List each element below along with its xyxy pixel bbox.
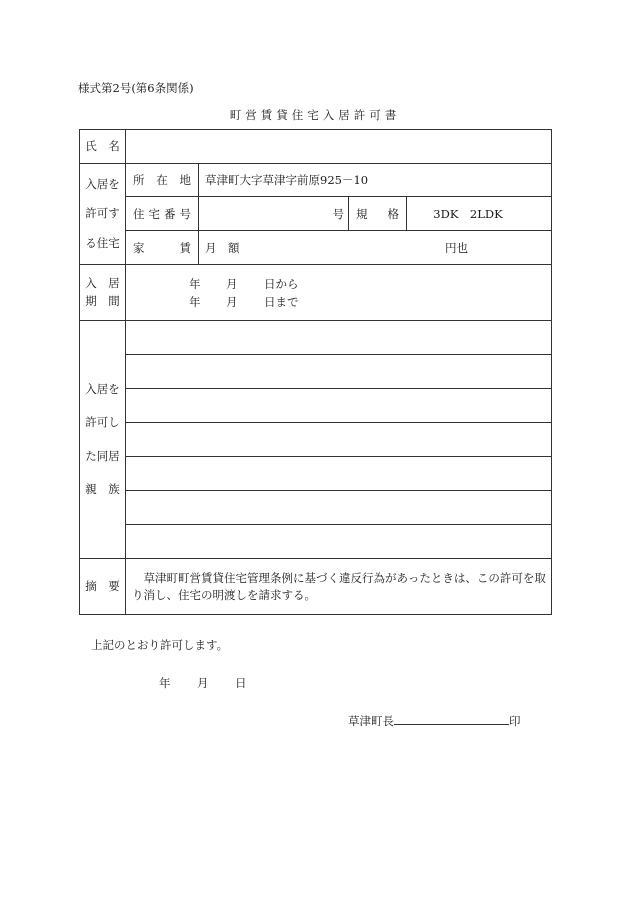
- family-row: [80, 389, 552, 423]
- summary-label: 摘 要: [80, 559, 126, 615]
- family-label: [80, 321, 126, 559]
- period-row: [80, 265, 552, 321]
- period-label-line-2: 期 間: [85, 293, 120, 308]
- housing-label-line-1: 入居を: [85, 177, 120, 192]
- rent-label: 家 賃: [126, 231, 199, 265]
- mayor-title: 草津町長: [348, 714, 394, 728]
- family-line[interactable]: [126, 355, 552, 389]
- family-line[interactable]: [126, 457, 552, 491]
- period-from-month: 月: [226, 276, 238, 291]
- permit-form-table: [79, 129, 552, 615]
- name-row: [80, 130, 552, 164]
- rent-field[interactable]: [199, 231, 552, 265]
- location-row: [80, 164, 552, 197]
- housing-label: [80, 164, 126, 265]
- housing-label-line-2: 許可す: [85, 206, 120, 221]
- seal-mark: 印: [509, 714, 521, 728]
- rent-row: [80, 231, 552, 265]
- document-title: 町営賃貸住宅入居許可書: [229, 108, 401, 122]
- rent-monthly-label: 月 額: [205, 240, 240, 255]
- period-to-day: 日まで: [264, 294, 299, 309]
- family-line[interactable]: [126, 491, 552, 525]
- family-row: [80, 525, 552, 559]
- house-number-label: 住宅番号: [126, 197, 199, 231]
- family-row: [80, 423, 552, 457]
- location-value: 草津町大字草津字前原925－10: [199, 164, 552, 197]
- period-to-year: 年: [189, 294, 201, 309]
- period-label-line-1: 入 居: [85, 276, 120, 291]
- period-to-month: 月: [226, 294, 238, 309]
- summary-row: [80, 559, 552, 615]
- name-field[interactable]: [126, 130, 552, 164]
- date-month: 月: [197, 676, 209, 690]
- period-from-year: 年: [189, 276, 201, 291]
- signature-line[interactable]: [394, 713, 509, 725]
- rent-unit: 円也: [445, 240, 468, 255]
- family-row: [80, 457, 552, 491]
- family-row: [80, 491, 552, 525]
- house-number-suffix: 号: [332, 206, 344, 221]
- family-line[interactable]: [126, 389, 552, 423]
- family-line[interactable]: [126, 525, 552, 559]
- family-label-line-3: た同居: [85, 448, 120, 463]
- family-row: [80, 355, 552, 389]
- issue-date: [159, 675, 247, 691]
- housing-label-line-3: る住宅: [85, 235, 120, 250]
- summary-text: 草津町町営賃貸住宅管理条例に基づく違反行為があったときは、この許可を取り消し、住宅の明渡しを請求する。: [126, 559, 552, 615]
- house-number-field[interactable]: [199, 197, 349, 231]
- family-row: [80, 321, 552, 355]
- name-label: 氏 名: [80, 130, 126, 164]
- family-label-line-1: 入居を: [85, 382, 120, 396]
- date-day: 日: [235, 676, 247, 690]
- house-number-row: [80, 197, 552, 231]
- form-number: 様式第2号(第6条関係): [78, 81, 194, 95]
- family-label-line-2: 許可し: [85, 415, 120, 430]
- period-dates: [126, 276, 551, 310]
- permit-statement: 上記のとおり許可します。: [91, 638, 229, 652]
- family-line[interactable]: [126, 321, 552, 355]
- date-year: 年: [159, 676, 171, 690]
- signature-block: [348, 713, 521, 729]
- location-label: 所 在 地: [126, 164, 199, 197]
- spec-value: 3DK 2LDK: [407, 197, 552, 231]
- period-from-day: 日から: [264, 276, 299, 291]
- family-label-line-4: 親 族: [85, 481, 120, 496]
- period-label: [80, 265, 126, 321]
- family-line[interactable]: [126, 423, 552, 457]
- spec-label: 規 格: [349, 197, 407, 231]
- period-field[interactable]: [126, 265, 552, 321]
